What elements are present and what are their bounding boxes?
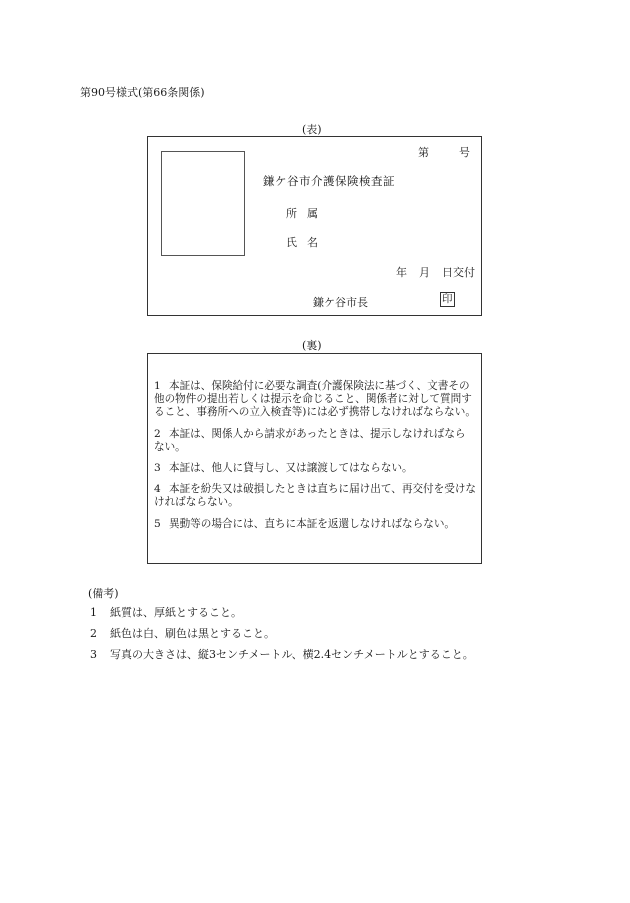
- remarks-heading: (備考): [88, 587, 119, 600]
- front-side-label: (表): [302, 123, 322, 136]
- issue-date: [396, 264, 475, 280]
- back-notes-list: [154, 380, 476, 539]
- seal-mark: 印: [442, 293, 453, 305]
- form-title: 第90号様式(第66条関係): [80, 86, 205, 99]
- issuer-name: 鎌ケ谷市長: [313, 296, 368, 309]
- front-card: [147, 136, 482, 316]
- back-card: [147, 353, 482, 564]
- name-label: 氏名: [286, 236, 328, 249]
- list-item: 5 異動等の場合には、直ちに本証を返還しなければならない。: [154, 517, 456, 530]
- issue-month-label: 月: [419, 266, 430, 279]
- card-number-prefix: 第: [418, 146, 429, 159]
- card-number-suffix: 号: [459, 146, 470, 159]
- issue-year-label: 年: [396, 266, 407, 279]
- card-title: 鎌ケ谷市介護保険検査証: [263, 174, 395, 188]
- affiliation-label: 所属: [286, 207, 328, 220]
- list-item: 3 写真の大きさは、縦3センチメートル、横2.4センチメートルとすること。: [90, 648, 474, 661]
- list-item: 3 本証は、他人に貸与し、又は譲渡してはならない。: [154, 462, 413, 475]
- issue-day-label: 日交付: [442, 266, 475, 279]
- photo-placeholder: [161, 151, 245, 256]
- list-item: 1 紙質は、厚紙とすること。: [90, 606, 242, 619]
- list-item: 2 本証は、関係人から請求があったときは、提示しなければならない。: [154, 427, 466, 453]
- list-item: 2 紙色は白、刷色は黒とすること。: [90, 627, 275, 640]
- back-side-label: (裏): [302, 339, 322, 352]
- card-number: [418, 144, 470, 160]
- list-item: 1 本証は、保険給付に必要な調査(介護保険法に基づく、文書その他の物件の提出若しくは提示を命じること、関係者に対して質問すること、事務所への立入検査等)には必ず携帯しなければならない。: [154, 380, 476, 419]
- list-item: 4 本証を紛失又は破損したときは直ちに届け出て、再交付を受けなければならない。: [154, 483, 477, 509]
- remarks-list: [90, 604, 474, 667]
